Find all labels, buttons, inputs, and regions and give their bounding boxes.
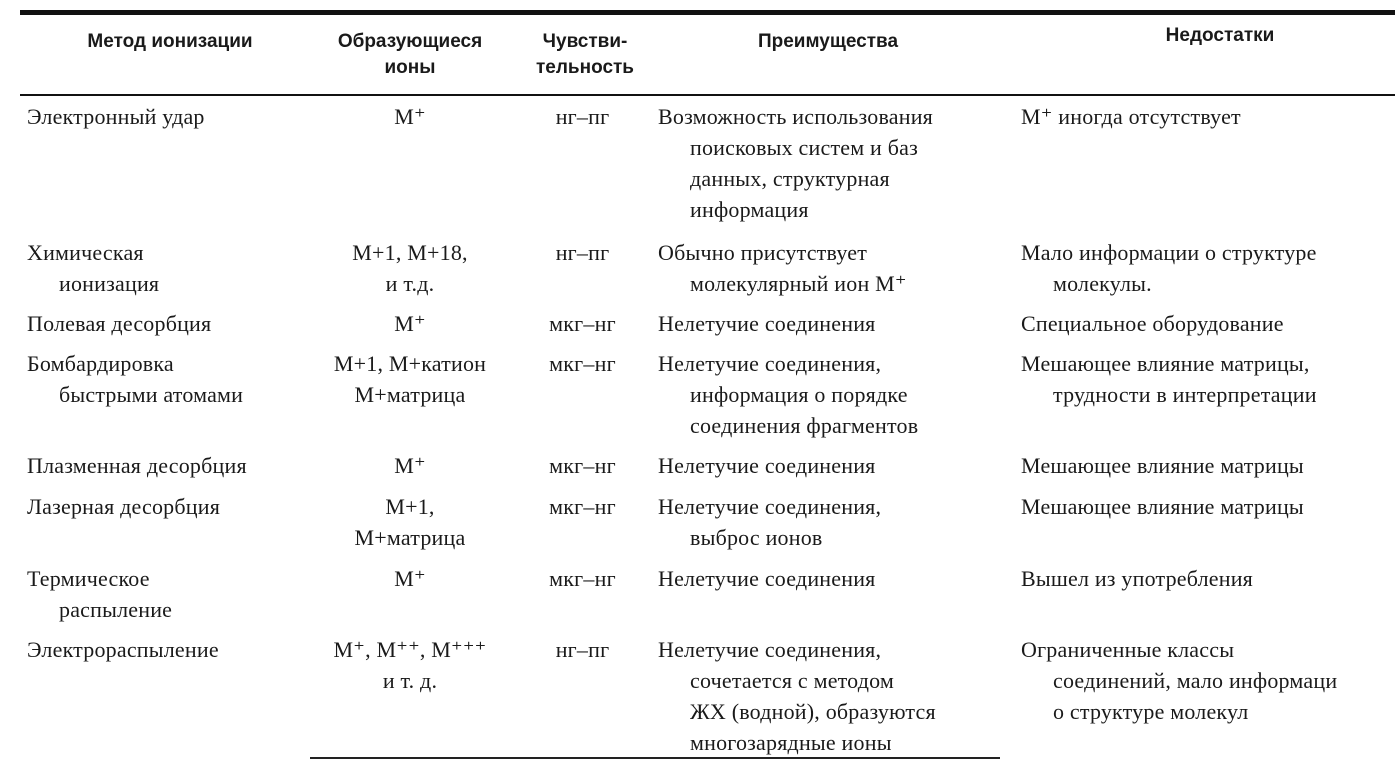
cell-line: Вышел из употребления bbox=[1021, 566, 1253, 591]
ions-cell bbox=[310, 308, 510, 339]
sensitivity-cell bbox=[520, 634, 645, 665]
cell-line: Нелетучие соединения bbox=[658, 311, 876, 336]
cell-line: M⁺ bbox=[394, 104, 426, 129]
disadvantages-cell bbox=[1021, 308, 1395, 339]
cell-line: Электрораспыление bbox=[27, 637, 219, 662]
cell-line: M+1, bbox=[385, 494, 435, 519]
cell-line: M⁺ bbox=[394, 311, 426, 336]
cell-line: Мало информации о структуре bbox=[1021, 240, 1317, 265]
cell-line: и т.д. bbox=[385, 271, 435, 296]
cell-line: и т. д. bbox=[382, 668, 438, 693]
ions-cell bbox=[310, 237, 510, 299]
disadvantages-cell bbox=[1021, 491, 1395, 522]
cell-line: о структуре молекул bbox=[1053, 699, 1249, 724]
cell-line: Обычно присутствует bbox=[658, 240, 868, 265]
cell-line: информация о порядке bbox=[690, 382, 908, 407]
disadvantages-cell bbox=[1021, 101, 1395, 132]
cell-line: мкг–нг bbox=[549, 566, 616, 591]
sensitivity-cell bbox=[520, 348, 645, 379]
cell-line: M+1, M+18, bbox=[352, 240, 468, 265]
cell-line: Лазерная десорбция bbox=[27, 494, 221, 519]
cell-line: мкг–нг bbox=[549, 311, 616, 336]
header-method: Метод ионизации bbox=[87, 31, 253, 52]
cell-line: Мешающее влияние матрицы, bbox=[1021, 351, 1310, 376]
cell-line: поисковых систем и баз bbox=[690, 135, 918, 160]
cell-line: соединений, мало информаци bbox=[1053, 668, 1338, 693]
cell-line: M⁺ bbox=[394, 566, 426, 591]
advantages-cell bbox=[658, 348, 1008, 441]
method-cell bbox=[27, 237, 312, 299]
ions-cell bbox=[310, 348, 510, 410]
disadvantages-cell bbox=[1021, 634, 1395, 727]
method-cell bbox=[27, 491, 312, 522]
advantages-cell bbox=[658, 563, 1008, 594]
cell-line: M⁺ иногда отсутствует bbox=[1021, 104, 1241, 129]
cell-line: сочетается с методом bbox=[690, 668, 895, 693]
header-sensitivity: Чувстви- тельность bbox=[535, 31, 634, 78]
cell-line: Нелетучие соединения, bbox=[658, 494, 882, 519]
cell-line: соединения фрагментов bbox=[690, 413, 919, 438]
sensitivity-cell bbox=[520, 450, 645, 481]
cell-line: Нелетучие соединения bbox=[658, 566, 876, 591]
method-cell bbox=[27, 308, 312, 339]
cell-line: мкг–нг bbox=[549, 351, 616, 376]
ions-cell bbox=[310, 563, 510, 594]
method-cell bbox=[27, 450, 312, 481]
cell-line: Термическое bbox=[27, 566, 150, 591]
advantages-cell bbox=[658, 308, 1008, 339]
disadvantages-cell bbox=[1021, 563, 1395, 594]
cell-line: информация bbox=[690, 197, 809, 222]
cell-line: Электронный удар bbox=[27, 104, 205, 129]
disadvantages-cell bbox=[1021, 348, 1395, 410]
cell-line: мкг–нг bbox=[549, 453, 616, 478]
cell-line: M+матрица bbox=[354, 382, 466, 407]
cell-line: M+1, M+катион bbox=[333, 351, 487, 376]
cell-line: Возможность использования bbox=[658, 104, 933, 129]
cell-line: распыление bbox=[59, 597, 173, 622]
cell-line: выброс ионов bbox=[690, 525, 823, 550]
cell-line: ионизация bbox=[59, 271, 160, 296]
header-ions: Образующиеся ионы bbox=[337, 31, 483, 78]
advantages-cell bbox=[658, 450, 1008, 481]
cell-line: нг–пг bbox=[555, 104, 610, 129]
cell-line: Нелетучие соединения bbox=[658, 453, 876, 478]
advantages-cell bbox=[658, 237, 1008, 299]
ions-cell bbox=[310, 450, 510, 481]
cell-line: M+матрица bbox=[354, 525, 466, 550]
sensitivity-cell bbox=[520, 308, 645, 339]
ions-cell bbox=[310, 101, 510, 132]
ions-cell bbox=[310, 634, 510, 696]
cell-line: трудности в интерпретации bbox=[1053, 382, 1317, 407]
advantages-cell bbox=[658, 634, 1008, 758]
cell-line: Плазменная десорбция bbox=[27, 453, 247, 478]
header-disadvantages: Недостатки bbox=[1165, 25, 1275, 46]
cell-line: быстрыми атомами bbox=[59, 382, 244, 407]
cell-line: Бомбардировка bbox=[27, 351, 174, 376]
cell-line: Мешающее влияние матрицы bbox=[1021, 453, 1304, 478]
method-cell bbox=[27, 634, 312, 665]
header-advantages: Преимущества bbox=[757, 31, 899, 52]
cell-line: Специальное оборудование bbox=[1021, 311, 1284, 336]
sensitivity-cell bbox=[520, 563, 645, 594]
cell-line: нг–пг bbox=[555, 240, 610, 265]
sensitivity-cell bbox=[520, 101, 645, 132]
ions-cell bbox=[310, 491, 510, 553]
method-cell bbox=[27, 101, 312, 132]
disadvantages-cell bbox=[1021, 450, 1395, 481]
cell-line: Нелетучие соединения, bbox=[658, 351, 882, 376]
method-cell bbox=[27, 348, 312, 410]
cell-line: Химическая bbox=[27, 240, 144, 265]
cell-line: M⁺, M⁺⁺, M⁺⁺⁺ bbox=[333, 637, 487, 662]
cell-line: молекулы. bbox=[1053, 271, 1152, 296]
table-header-rule bbox=[20, 94, 1395, 96]
cell-line: Полевая десорбция bbox=[27, 311, 212, 336]
cell-line: нг–пг bbox=[555, 637, 610, 662]
cell-line: мкг–нг bbox=[549, 494, 616, 519]
disadvantages-cell bbox=[1021, 237, 1395, 299]
table-top-rule bbox=[20, 10, 1395, 15]
advantages-cell bbox=[658, 491, 1008, 553]
cell-line: M⁺ bbox=[394, 453, 426, 478]
sensitivity-cell bbox=[520, 237, 645, 268]
cell-line: молекулярный ион M⁺ bbox=[690, 271, 907, 296]
cell-line: ЖХ (водной), образуются bbox=[690, 699, 936, 724]
advantages-cell bbox=[658, 101, 1008, 225]
cell-line: Ограниченные классы bbox=[1021, 637, 1235, 662]
sensitivity-cell bbox=[520, 491, 645, 522]
cell-line: данных, структурная bbox=[690, 166, 890, 191]
cell-line: Нелетучие соединения, bbox=[658, 637, 882, 662]
cell-line: Мешающее влияние матрицы bbox=[1021, 494, 1304, 519]
cell-line: многозарядные ионы bbox=[690, 730, 892, 755]
method-cell bbox=[27, 563, 312, 625]
